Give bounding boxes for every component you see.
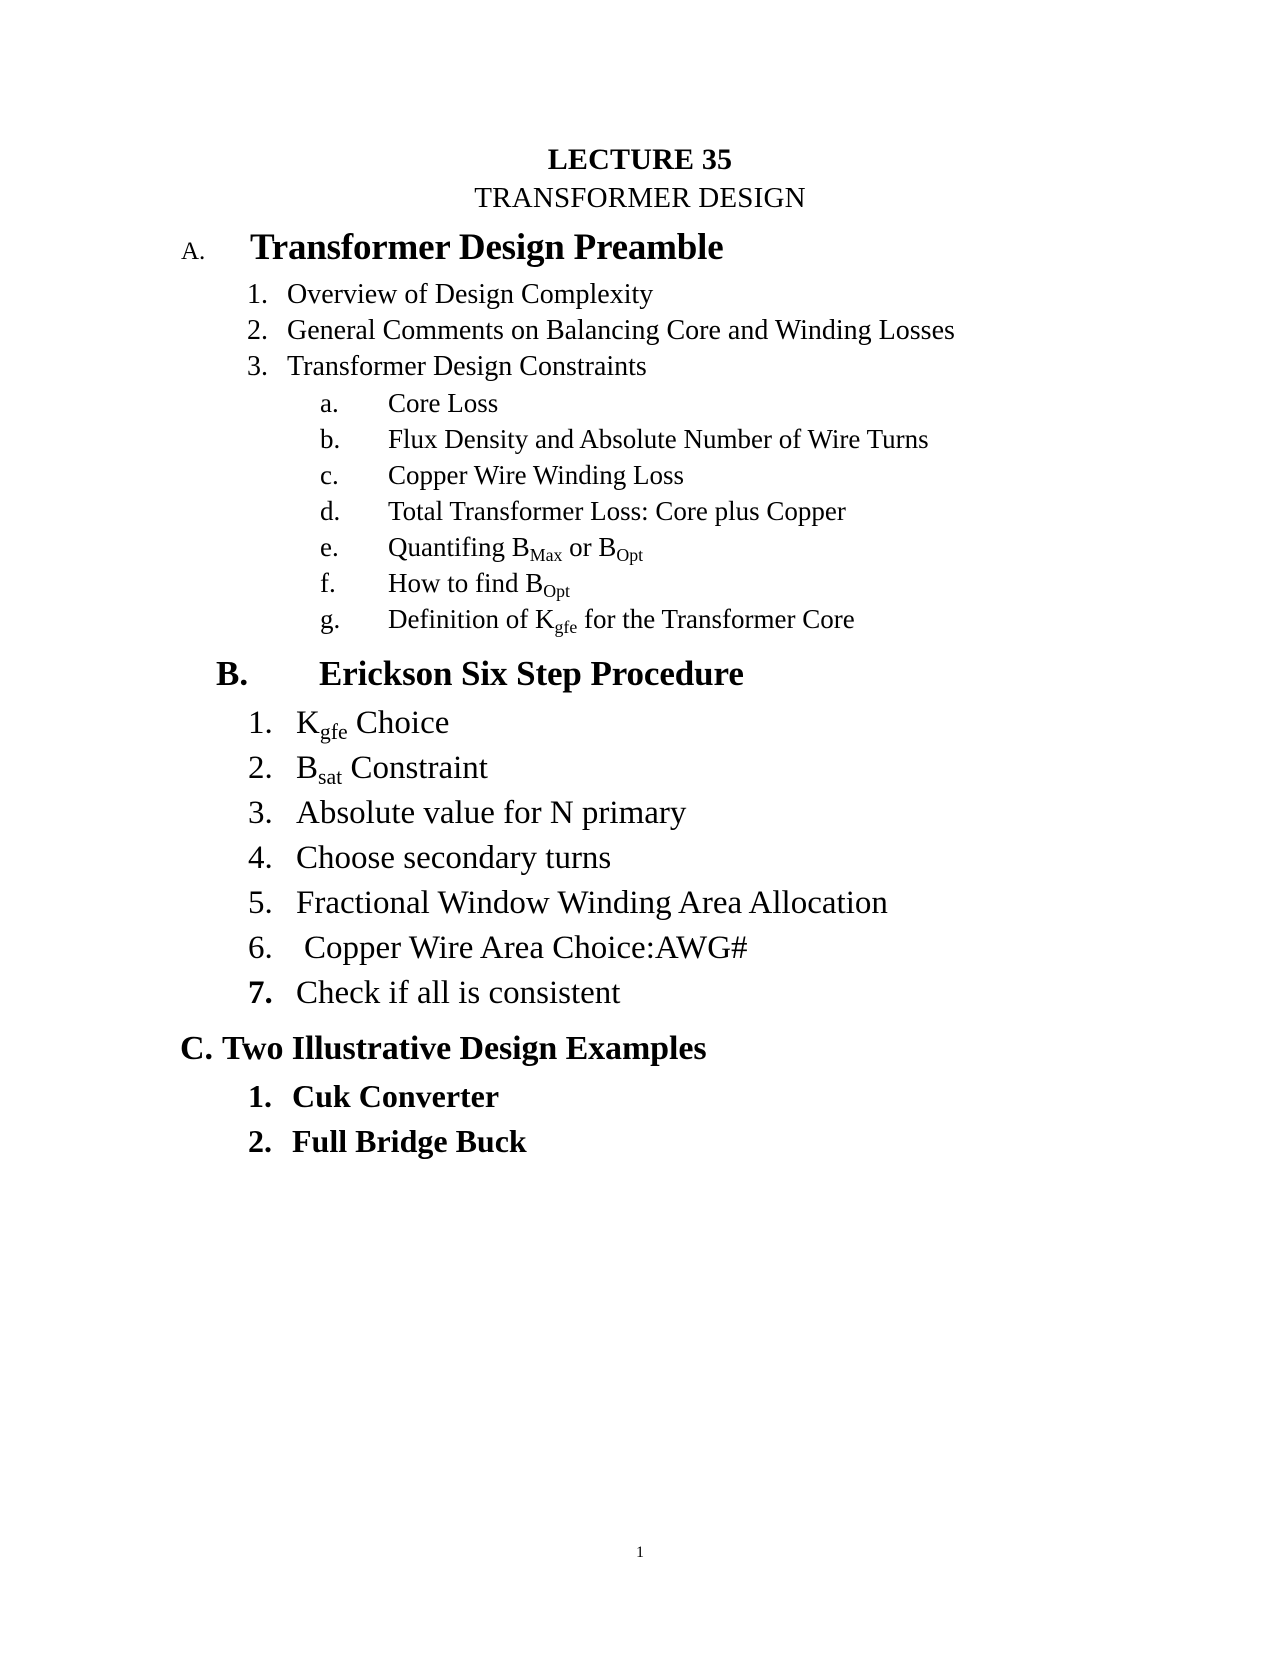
subscript: Opt	[616, 544, 644, 565]
list-item	[0, 701, 1280, 746]
list-item	[0, 529, 1280, 565]
page-number: 1	[636, 1544, 644, 1561]
list-item	[0, 1119, 1280, 1164]
list-item	[0, 493, 1280, 529]
list-item-letter: b.	[320, 424, 341, 454]
section-a-constraints-list	[0, 385, 1280, 637]
list-item-letter: d.	[320, 496, 341, 526]
list-item	[0, 349, 1280, 385]
section-b-heading: Erickson Six Step Procedure	[319, 654, 744, 693]
list-item-letter: e.	[320, 532, 339, 562]
subscript: gfe	[554, 616, 578, 637]
list-item-number: 6.	[248, 930, 273, 966]
list-item-label: Check if all is consistent	[296, 975, 621, 1011]
list-item-label: Cuk Converter	[292, 1078, 500, 1114]
list-item-number: 2.	[248, 1123, 272, 1159]
list-item	[0, 385, 1280, 421]
section-a-list	[0, 277, 1280, 385]
list-item-letter: g.	[320, 604, 341, 634]
list-item	[0, 277, 1280, 313]
list-item-label: Flux Density and Absolute Number of Wire Turns	[388, 424, 929, 454]
list-item-number: 7.	[248, 975, 273, 1011]
list-item-label: Copper Wire Area Choice:AWG#	[304, 930, 748, 966]
list-item-label: Core Loss	[388, 388, 499, 418]
list-item-number: 1.	[248, 1078, 272, 1114]
list-item-number: 2.	[248, 750, 273, 786]
section-b-list	[0, 701, 1280, 1016]
subscript: sat	[318, 765, 343, 790]
list-item-label: Overview of Design Complexity	[287, 279, 654, 310]
list-item-label: Fractional Window Winding Area Allocation	[296, 885, 888, 921]
section-c-list	[0, 1074, 1280, 1164]
list-item	[0, 836, 1280, 881]
list-item	[0, 971, 1280, 1016]
list-item	[0, 421, 1280, 457]
list-item-letter: c.	[320, 460, 339, 490]
section-b	[0, 650, 1280, 698]
section-c-heading: Two Illustrative Design Examples	[222, 1030, 707, 1067]
list-item-label: Full Bridge Buck	[292, 1123, 527, 1159]
list-item-label: Total Transformer Loss: Core plus Copper	[388, 496, 846, 526]
list-item	[0, 791, 1280, 836]
list-item-number: 1.	[247, 279, 268, 310]
list-item-number: 3.	[248, 795, 273, 831]
page-title: LECTURE 35	[547, 143, 733, 176]
list-item-label: Absolute value for N primary	[296, 795, 687, 831]
section-c-marker: C.	[180, 1030, 214, 1067]
list-item-number: 5.	[248, 885, 273, 921]
subscript: Max	[529, 544, 563, 565]
list-item	[0, 881, 1280, 926]
list-item-label: How to find $B_{Opt}$	[388, 568, 570, 601]
list-item-label: $K_{gfe}$ Choice	[296, 705, 450, 745]
list-item	[0, 1074, 1280, 1119]
list-item	[0, 746, 1280, 791]
list-item	[0, 457, 1280, 493]
list-item-letter: a.	[320, 388, 339, 418]
section-a	[0, 225, 1280, 275]
list-item-label: Quantifing $B_{Max}$ or $B_{Opt}$	[388, 532, 644, 565]
list-item-label: General Comments on Balancing Core and Winding Losses	[287, 315, 955, 346]
list-item-number: 2.	[247, 315, 268, 346]
section-a-marker: A.	[181, 238, 206, 265]
list-item-number: 3.	[247, 351, 268, 382]
list-item	[0, 565, 1280, 601]
list-item	[0, 926, 1280, 971]
list-item-label: Copper Wire Winding Loss	[388, 460, 685, 490]
list-item-label: Definition of $K_{gfe}$ for the Transformer Core	[388, 604, 855, 637]
list-item-number: 4.	[248, 840, 273, 876]
section-c	[0, 1025, 1280, 1072]
list-item	[0, 313, 1280, 349]
list-item-letter: f.	[320, 568, 336, 598]
list-item-label: Choose secondary turns	[296, 840, 612, 876]
list-item-number: 1.	[248, 705, 273, 741]
list-item-label: $B_{sat}$ Constraint	[296, 750, 488, 790]
list-item	[0, 601, 1280, 637]
list-item-label: Transformer Design Constraints	[287, 351, 647, 382]
subscript: Opt	[543, 580, 570, 601]
section-b-marker: B.	[216, 654, 249, 693]
subscript: gfe	[319, 720, 348, 745]
page-subtitle: TRANSFORMER DESIGN	[474, 182, 806, 214]
section-a-heading: Transformer Design Preamble	[250, 227, 724, 268]
